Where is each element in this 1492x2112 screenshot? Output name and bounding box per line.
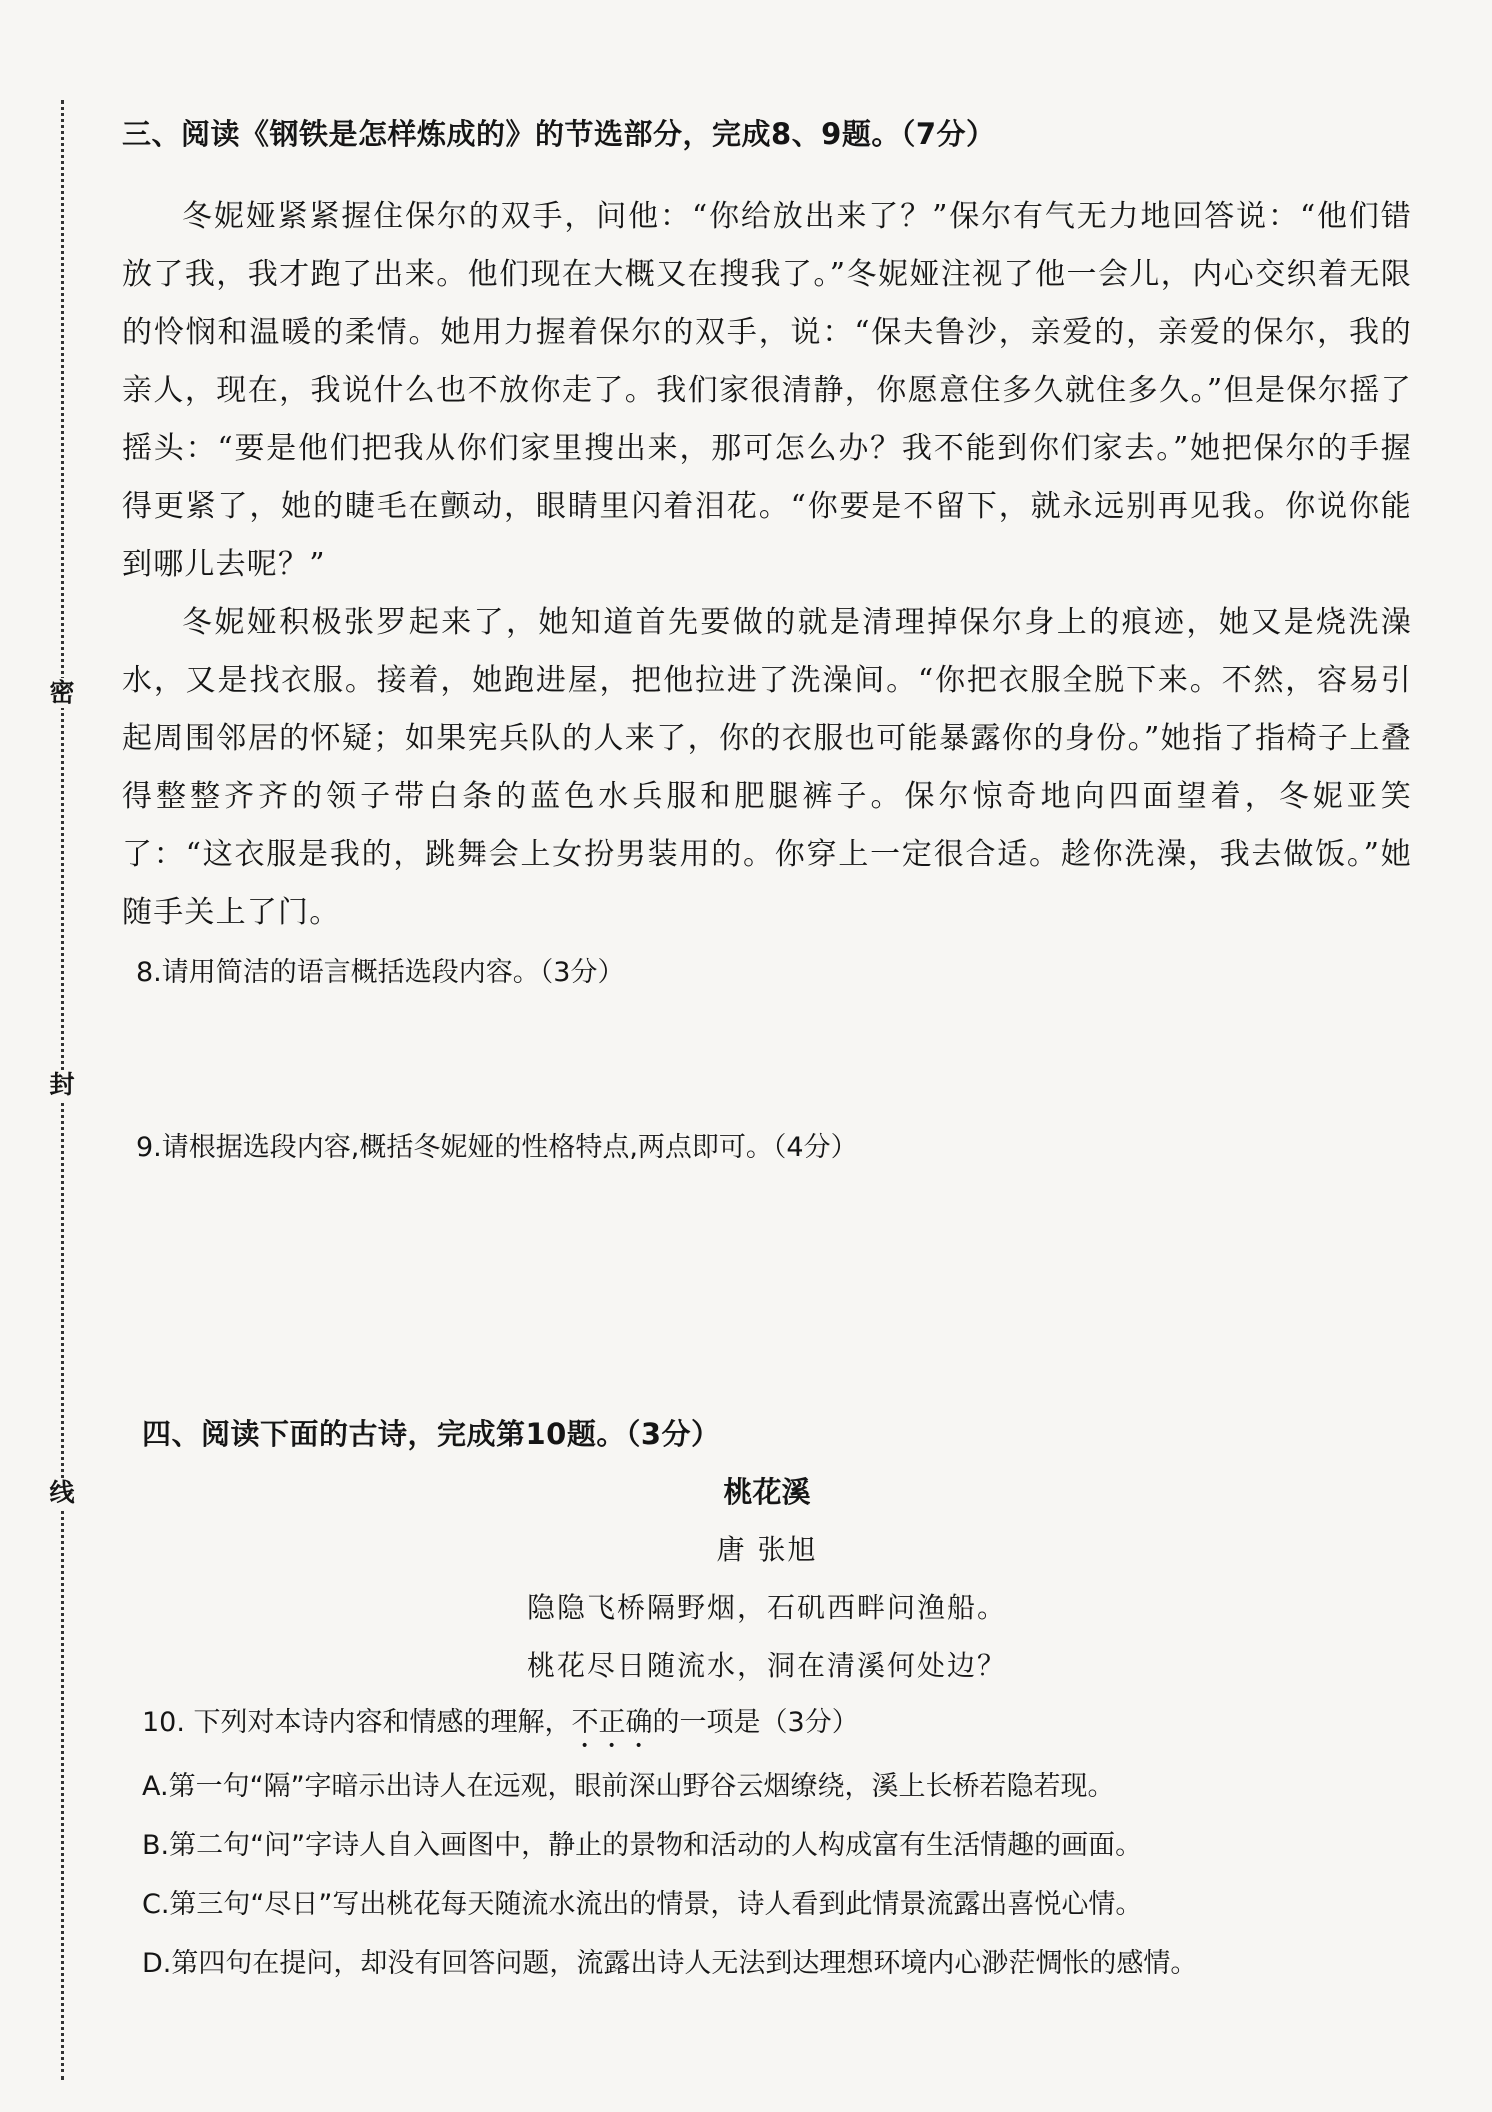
option-b: B.第二句“问”字诗人自入画图中，静止的景物和活动的人构成富有生活情趣的画面。 — [142, 1830, 1143, 1861]
seal-char-xian: 线 — [49, 1478, 75, 1507]
poem-line-2: 桃花尽日随流水，洞在清溪何处边？ — [526, 1649, 1007, 1682]
section-3-heading: 三、阅读《钢铁是怎样炼成的》的节选部分，完成8、9题。（7分） — [122, 117, 996, 151]
question-9: 9.请根据选段内容,概括冬妮娅的性格特点,两点即可。（4分） — [136, 1132, 858, 1163]
seal-char-mi: 密 — [49, 678, 75, 707]
poem-author: 唐 张旭 — [716, 1533, 818, 1566]
poem-title: 桃花溪 — [723, 1475, 811, 1509]
question-8: 8.请用简洁的语言概括选段内容。（3分） — [136, 957, 625, 988]
section-4-heading: 四、阅读下面的古诗，完成第10题。（3分） — [142, 1417, 721, 1451]
passage-paragraph-2: 冬妮娅积极张罗起来了，她知道首先要做的就是清理掉保尔身上的痕迹，她又是烧洗澡水，又是找衣服。接着，她跑进屋，把他拉进了洗澡间。“你把衣服全脱下来。不然，容易引起周围邻居的怀疑；如果宪兵队的人来了，你的衣服也可能暴露你的身份。”她指了指椅子上叠得整整齐齐的领子带白条的蓝色水兵服和肥腿裤子。保尔惊奇地向四面望着，冬妮亚笑了：“这衣服是我的，跳舞会上女扮男装用的。你穿上一定很合适。趁你洗澡，我去做饭。”她随手关上了门。 — [122, 605, 1412, 930]
option-d: D.第四句在提问，却没有回答问题，流露出诗人无法到达理想环境内心渺茫惆怅的感情。 — [142, 1948, 1198, 1979]
option-a: A.第一句“隔”字暗示出诗人在远观，眼前深山野谷云烟缭绕，溪上长桥若隐若现。 — [142, 1771, 1115, 1802]
question-10 — [142, 1700, 859, 1754]
question-10-prefix: 10. 下列对本诗内容和情感的理解， — [142, 1707, 572, 1738]
reading-passage — [122, 188, 1412, 942]
poem-line-1: 隐隐飞桥隔野烟，石矶西畔问渔船。 — [526, 1591, 1007, 1624]
option-c: C.第三句“尽日”写出桃花每天随流水流出的情景，诗人看到此情景流露出喜悦心情。 — [142, 1889, 1143, 1920]
binding-line — [50, 100, 74, 2080]
question-10-emphasis: 不正确 — [571, 1707, 653, 1738]
seal-char-feng: 封 — [49, 1070, 75, 1099]
question-10-suffix: 的一项是（3分） — [652, 1707, 859, 1738]
passage-paragraph-1: 冬妮娅紧紧握住保尔的双手，问他：“你给放出来了？”保尔有气无力地回答说：“他们错放了我，我才跑了出来。他们现在大概又在搜我了。”冬妮娅注视了他一会儿，内心交织着无限的怜悯和温暖的柔情。她用力握着保尔的双手，说：“保夫鲁沙，亲爱的，亲爱的保尔，我的亲人，现在，我说什么也不放你走了。我们家很清静，你愿意住多久就住多久。”但是保尔摇了摇头：“要是他们把我从你们家里搜出来，那可怎么办？我不能到你们家去。”她把保尔的手握得更紧了，她的睫毛在颤动，眼睛里闪着泪花。“你要是不留下，就永远别再见我。你说你能到哪儿去呢？” — [122, 199, 1412, 582]
